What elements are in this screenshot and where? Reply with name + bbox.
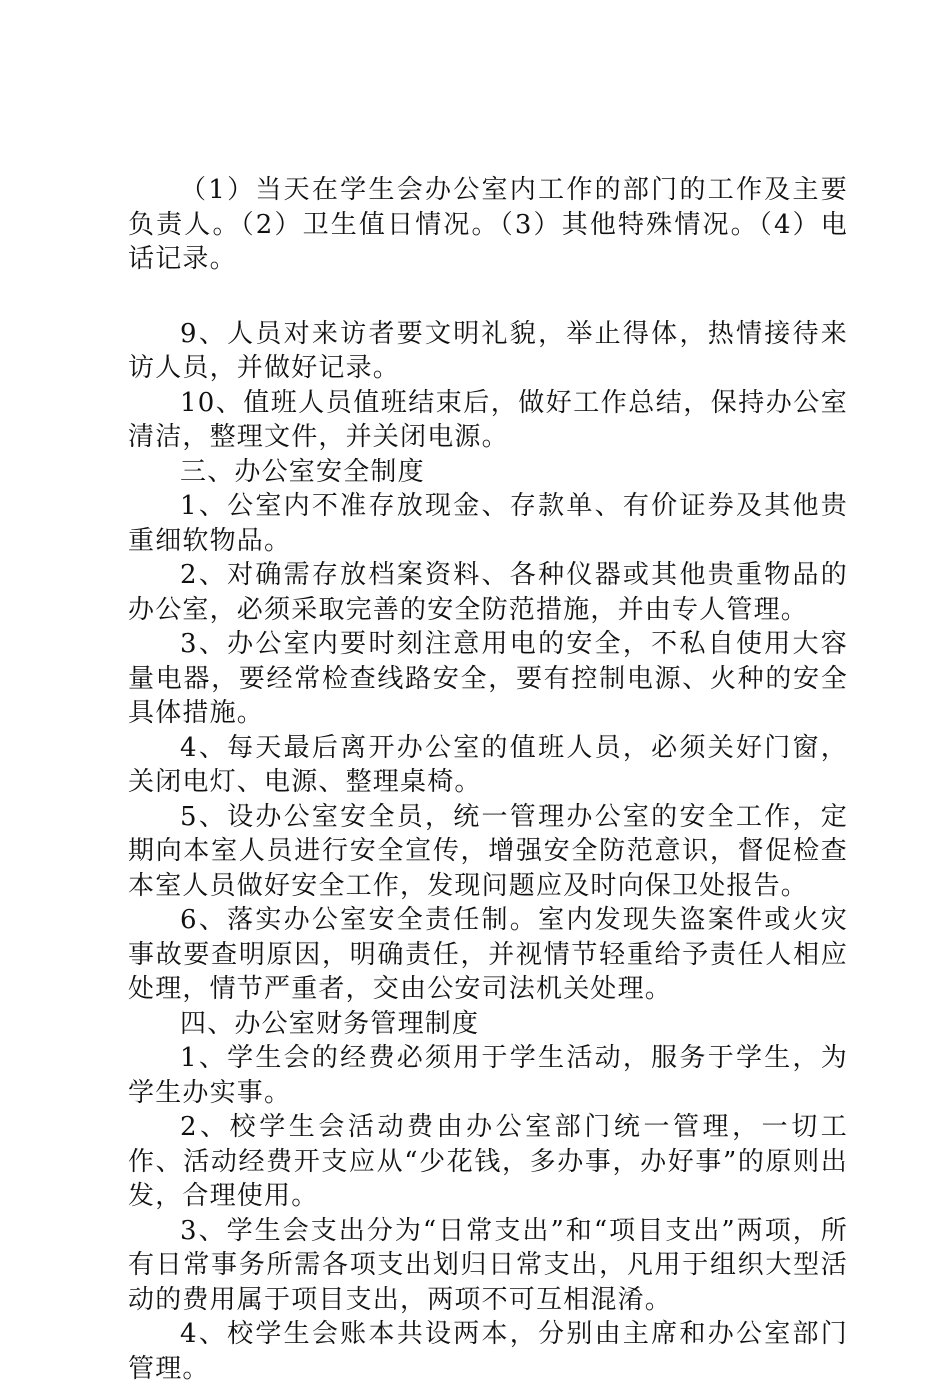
paragraph-finance-2: 2、校学生会活动费由办公室部门统一管理，一切工作、活动经费开支应从“少花钱，多办事，办好事”的原则出发，合理使用。 [128,1112,848,1211]
paragraph-rule-10: 10、值班人员值班结束后，做好工作总结，保持办公室清洁，整理文件，并关闭电源。 [128,387,848,452]
paragraph-rule-9: 9、人员对来访者要文明礼貌，举止得体，热情接待来访人员，并做好记录。 [128,318,848,383]
section-heading-safety: 三、办公室安全制度 [180,456,425,487]
paragraph-finance-1: 1、学生会的经费必须用于学生活动，服务于学生，为学生办实事。 [128,1043,848,1108]
paragraph-finance-4: 4、校学生会账本共设两本，分别由主席和办公室部门管理。 [128,1319,848,1384]
paragraph-finance-3: 3、学生会支出分为“日常支出”和“项目支出”两项，所有日常事务所需各项支出划归日常支出，凡用于组织大型活动的费用属于项目支出，两项不可互相混淆。 [128,1215,848,1315]
paragraph-safety-3: 3、办公室内要时刻注意用电的安全，不私自使用大容量电器，要经常检查线路安全，要有控制电源、火种的安全具体措施。 [128,629,848,728]
section-heading-finance: 四、办公室财务管理制度 [180,1008,480,1039]
paragraph-safety-6: 6、落实办公室安全责任制。室内发现失盗案件或火灾事故要查明原因，明确责任，并视情节轻重给予责任人相应处理，情节严重者，交由公安司法机关处理。 [128,905,848,1004]
paragraph-safety-1: 1、公室内不准存放现金、存款单、有价证券及其他贵重细软物品。 [128,491,848,556]
document-body [128,173,848,1386]
paragraph-record-items: （1）当天在学生会办公室内工作的部门的工作及主要负责人。（2）卫生值日情况。（3）其他特殊情况。（4）电话记录。 [128,175,848,274]
paragraph-gap [128,277,848,317]
paragraph-safety-4: 4、每天最后离开办公室的值班人员，必须关好门窗，关闭电灯、电源、整理桌椅。 [128,732,848,797]
paragraph-safety-5: 5、设办公室安全员，统一管理办公室的安全工作，定期向本室人员进行安全宣传，增强安全防范意识，督促检查本室人员做好安全工作，发现问题应及时向保卫处报告。 [128,801,848,901]
paragraph-safety-2: 2、对确需存放档案资料、各种仪器或其他贵重物品的办公室，必须采取完善的安全防范措施，并由专人管理。 [128,560,848,625]
